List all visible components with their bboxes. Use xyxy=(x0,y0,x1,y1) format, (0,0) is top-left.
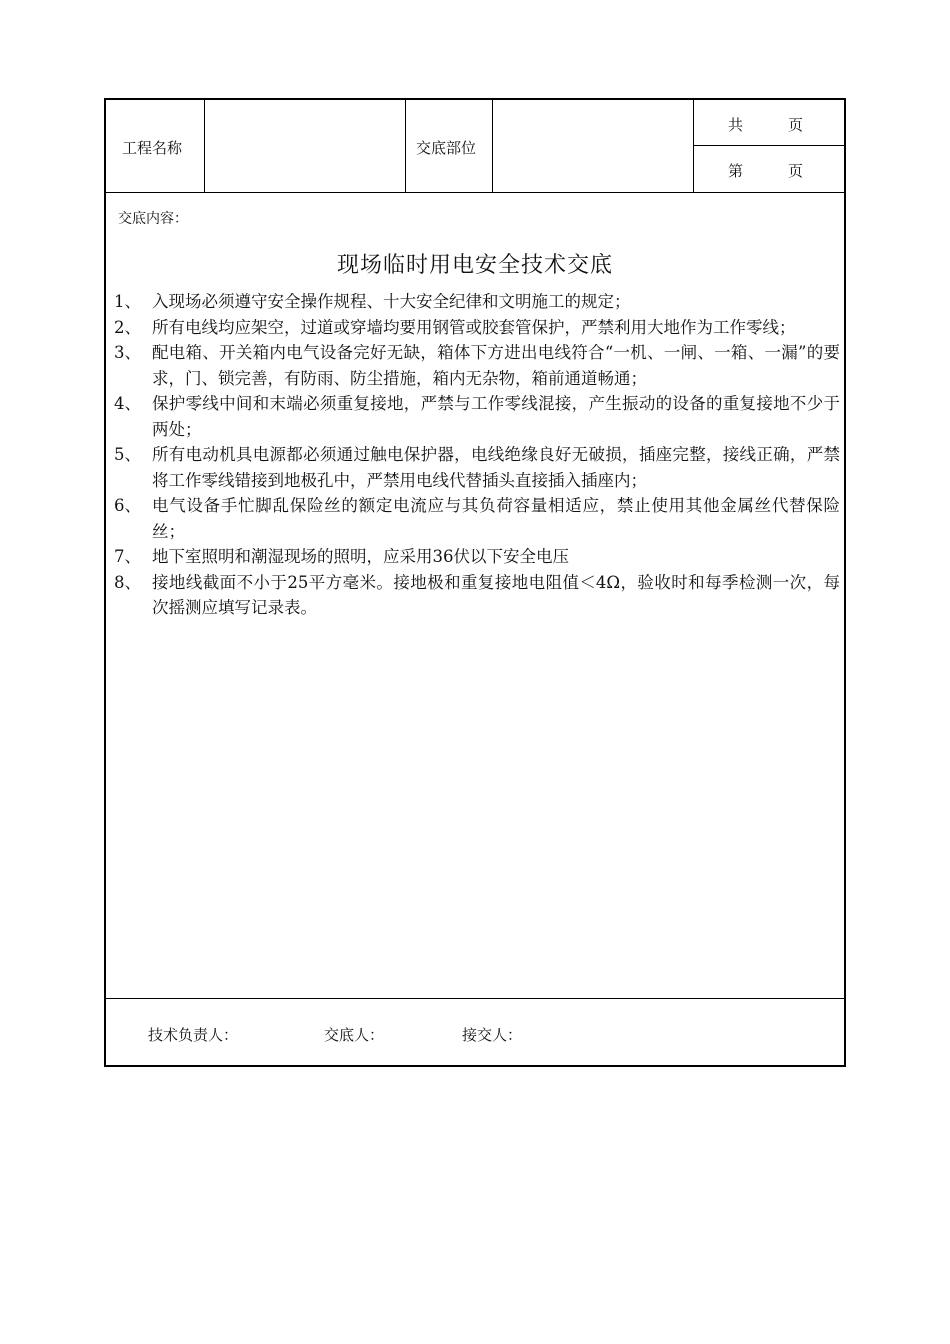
item-list xyxy=(114,289,840,621)
item-text: 所有电线均应架空，过道或穿墙均要用钢管或胶套管保护，严禁利用大地作为工作零线； xyxy=(152,317,796,337)
item-text: 配电箱、开关箱内电气设备完好无缺，箱体下方进出电线符合“一机、一闸、一箱、一漏”的要求，门、锁完善，有防雨、防尘措施，箱内无杂物，箱前通道畅通； xyxy=(152,343,840,388)
intro-label: 交底内容： xyxy=(118,211,188,227)
divider xyxy=(106,998,844,999)
item-number: 3、 xyxy=(114,343,141,362)
item-text: 所有电动机具电源都必须通过触电保护器，电线绝缘良好无破损，插座完整，接线正确，严禁将工作零线错接到地极孔中，严禁用电线代替插头直接插入插座内； xyxy=(152,445,840,490)
divider xyxy=(204,100,205,192)
divider xyxy=(693,145,844,146)
item-number: 1、 xyxy=(114,292,141,311)
presenter-signature-label: 交底人： xyxy=(324,1026,385,1044)
total-pages: 共 页 xyxy=(728,116,804,134)
item-number: 2、 xyxy=(114,317,141,337)
list-item xyxy=(114,570,840,621)
list-item xyxy=(114,544,840,570)
list-item xyxy=(114,289,840,315)
list-item xyxy=(114,391,840,442)
divider xyxy=(492,100,493,192)
item-text: 保护零线中间和末端必须重复接地，严禁与工作零线混接，产生振动的设备的重复接地不少于两处； xyxy=(152,394,840,439)
location-label: 交底部位 xyxy=(416,139,477,157)
tech-lead-signature-label: 技术负责人： xyxy=(148,1026,239,1044)
divider xyxy=(106,192,844,193)
page-number: 第 页 xyxy=(728,162,804,180)
item-number: 6、 xyxy=(114,496,141,515)
receiver-signature-label: 接交人： xyxy=(462,1026,523,1044)
project-name-label: 工程名称 xyxy=(122,139,183,157)
divider xyxy=(693,100,694,192)
disclosure-form xyxy=(104,98,846,1067)
item-number: 5、 xyxy=(114,445,141,464)
item-text: 地下室照明和潮湿现场的照明，应采用36伏以下安全电压 xyxy=(152,547,569,566)
item-number: 7、 xyxy=(114,547,141,566)
item-text: 入现场必须遵守安全操作规程、十大安全纪律和文明施工的规定； xyxy=(152,292,631,311)
item-text: 接地线截面不小于25平方毫米。接地极和重复接地电阻值＜4Ω，验收时和每季检测一次，每次摇测应填写记录表。 xyxy=(152,572,840,617)
list-item xyxy=(114,442,840,493)
list-item xyxy=(114,315,840,341)
item-text: 电气设备手忙脚乱保险丝的额定电流应与其负荷容量相适应，禁止使用其他金属丝代替保险丝； xyxy=(152,496,840,541)
item-number: 8、 xyxy=(114,572,141,592)
divider xyxy=(405,100,406,192)
list-item xyxy=(114,340,840,391)
item-number: 4、 xyxy=(114,394,141,413)
list-item xyxy=(114,493,840,544)
document-title: 现场临时用电安全技术交底 xyxy=(336,253,613,278)
